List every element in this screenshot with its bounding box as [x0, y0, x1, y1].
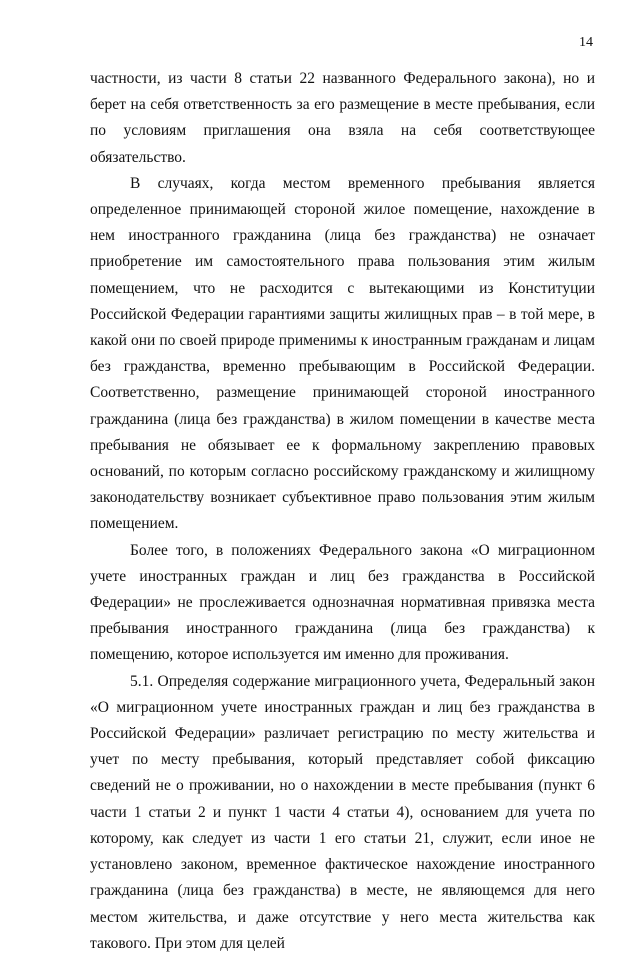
page-number: 14: [579, 35, 593, 50]
paragraph: 5.1. Определяя содержание миграционного учета, Федеральный закон «О миграционном учете иностранных граждан и лиц без гражданства в Российской Федерации» различает регистрацию по месту жительства и учет по месту пребывания, который представляет собой фиксацию сведений не о проживании, но о нахождении в месте пребывания (пункт 6 части 1 статьи 2 и пункт 1 части 4 статьи 4), основанием для учета по которому, как следует из части 1 его статьи 21, служит, если иное не установлено законом, временное фактическое нахождение иностранного гражданина (лица без гражданства) в месте, не являющемся для него местом жительства, и даже отсутствие у него места жительства как такового. При этом для целей: [90, 672, 595, 952]
paragraph: частности, из части 8 статьи 22 названного Федерального закона), но и берет на себя ответственность за его размещение в месте пребывания, если по условиям приглашения она взяла на себя соответствующее обязательство.: [90, 70, 595, 166]
paragraph: В случаях, когда местом временного пребывания является определенное принимающей стороной жилое помещение, нахождение в нем иностранного гражданина (лица без гражданства) не означает приобретение им самостоятельного права пользования этим жилым помещением, что не расходится с вытекающими из Конституции Российской Федерации гарантиями защиты жилищных прав – в той мере, в какой они по своей природе применимы к иностранным гражданам и лицам без гражданства, временно пребывающим в Российской Федерации. Соответственно, размещение принимающей стороной иностранного гражданина (лица без гражданства) в жилом помещении в качестве места пребывания не обязывает ее к формальному закреплению правовых оснований, по которым согласно российскому гражданскому и жилищному законодательству возникает субъективное право пользования этим жилым помещением.: [90, 174, 595, 533]
paragraph: Более того, в положениях Федерального закона «О миграционном учете иностранных граждан и лиц без гражданства в Российской Федерации» не прослеживается однозначная нормативная привязка места пребывания иностранного гражданина (лица без гражданства) к помещению, которое используется им именно для проживания.: [90, 541, 595, 664]
body-text: [90, 66, 595, 957]
